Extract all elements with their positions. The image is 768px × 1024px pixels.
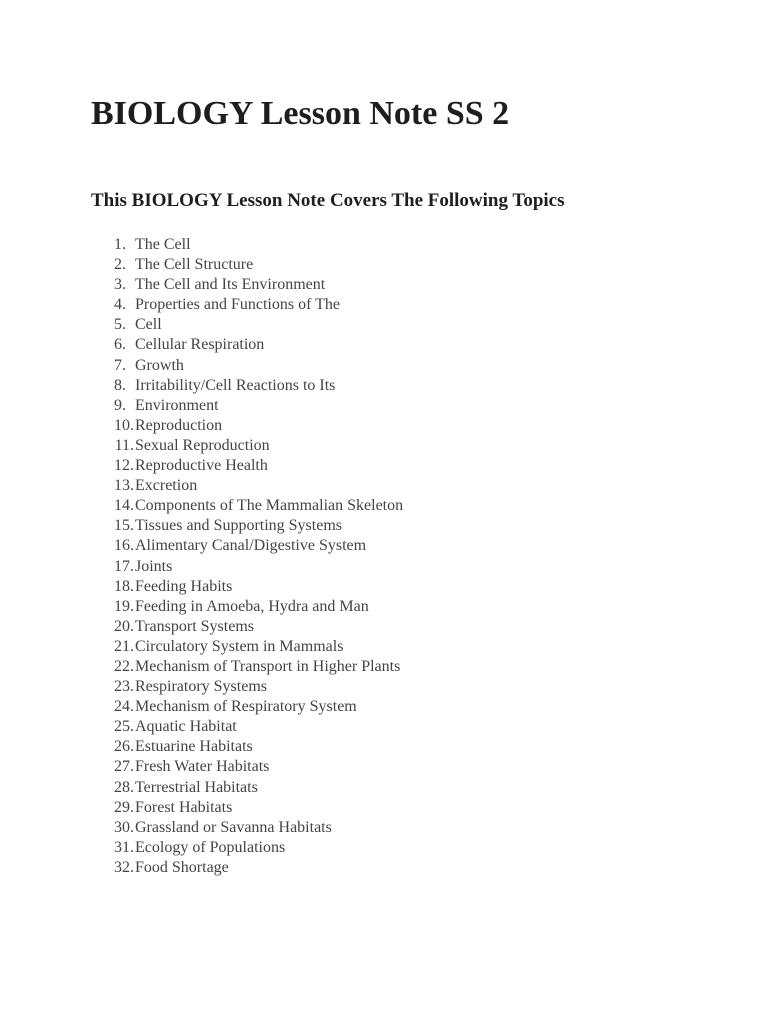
list-item-text: Joints [135, 557, 173, 575]
list-item [91, 617, 403, 637]
list-item-text: The Cell Structure [135, 256, 254, 274]
document-title: BIOLOGY Lesson Note SS 2 [91, 95, 510, 132]
list-item [91, 577, 403, 597]
list-item-text: Food Shortage [135, 858, 229, 876]
list-item-number: 7. [114, 356, 126, 374]
list-item-number: 12. [114, 457, 134, 475]
list-item [91, 235, 403, 255]
list-item-number: 1. [114, 236, 126, 253]
list-item-text: Circulatory System in Mammals [135, 637, 344, 655]
list-item-number: 18. [114, 577, 134, 595]
list-item [91, 416, 403, 436]
list-item-text: Respiratory Systems [135, 678, 267, 696]
list-item-number: 2. [114, 256, 126, 274]
list-item-text: Reproductive Health [135, 457, 268, 475]
list-item-number: 3. [114, 276, 126, 294]
list-item [91, 757, 403, 777]
list-item-text: Environment [135, 396, 219, 414]
list-item [91, 778, 403, 798]
list-item-number: 20. [114, 617, 134, 635]
list-item-number: 4. [114, 296, 126, 314]
list-item-text: Estuarine Habitats [135, 738, 253, 756]
list-item [91, 315, 403, 335]
list-item [91, 376, 403, 396]
list-item-number: 15. [114, 517, 134, 535]
list-item [91, 255, 403, 275]
list-item-text: Irritability/Cell Reactions to Its [135, 376, 336, 394]
list-item-number: 6. [114, 336, 126, 354]
list-item [91, 697, 403, 717]
list-item-number: 21. [114, 637, 134, 655]
list-item-text: Grassland or Savanna Habitats [135, 818, 332, 836]
list-item-text: Excretion [135, 477, 198, 495]
list-item-text: Components of The Mammalian Skeleton [135, 497, 404, 515]
list-item-number: 19. [114, 597, 134, 615]
list-item [91, 557, 403, 577]
list-item-text: Cellular Respiration [135, 336, 265, 354]
list-item [91, 396, 403, 416]
list-item [91, 677, 403, 697]
list-item-text: Feeding Habits [135, 577, 233, 595]
list-item-number: 22. [114, 657, 134, 675]
list-item-text: Mechanism of Respiratory System [135, 698, 357, 716]
list-item [91, 476, 403, 496]
list-item [91, 496, 403, 516]
topic-list [91, 235, 403, 878]
list-item [91, 657, 403, 677]
list-item [91, 516, 403, 536]
list-item-number: 32. [114, 858, 134, 876]
list-item [91, 737, 403, 757]
list-item-text: The Cell [135, 236, 191, 253]
list-item [91, 295, 403, 315]
list-item [91, 356, 403, 376]
list-item [91, 536, 403, 556]
list-item-number: 13. [114, 477, 134, 495]
list-item-number: 14. [114, 497, 134, 515]
list-item-text: Cell [135, 316, 162, 334]
list-item [91, 597, 403, 617]
list-item-text: Ecology of Populations [135, 838, 286, 856]
list-item-number: 9. [114, 396, 126, 414]
list-item-number: 27. [114, 758, 134, 776]
list-item [91, 637, 403, 657]
list-item-text: Mechanism of Transport in Higher Plants [135, 657, 401, 675]
list-item-text: Forest Habitats [135, 798, 233, 816]
list-item-text: The Cell and Its Environment [135, 276, 326, 294]
list-item-number: 29. [114, 798, 134, 816]
list-item-number: 5. [114, 316, 126, 334]
list-item-number: 17. [114, 557, 134, 575]
list-item-text: Terrestrial Habitats [135, 778, 258, 796]
list-item-number: 31. [114, 838, 134, 856]
list-item-number: 11. [114, 436, 134, 454]
list-item-number: 24. [114, 698, 134, 716]
list-item-text: Alimentary Canal/Digestive System [135, 537, 367, 555]
list-item-number: 28. [114, 778, 134, 796]
list-item [91, 456, 403, 476]
list-item-text: Fresh Water Habitats [135, 758, 270, 776]
list-item-text: Properties and Functions of The [135, 296, 341, 314]
list-item [91, 717, 403, 737]
list-item-number: 30. [114, 818, 134, 836]
section-heading: This BIOLOGY Lesson Note Covers The Following Topics [91, 190, 565, 211]
list-item-number: 16. [114, 537, 134, 555]
list-item [91, 275, 403, 295]
list-item [91, 858, 403, 878]
list-item [91, 798, 403, 818]
list-item-number: 10. [114, 416, 134, 434]
list-item-text: Transport Systems [135, 617, 254, 635]
list-item-number: 26. [114, 738, 134, 756]
list-item-text: Feeding in Amoeba, Hydra and Man [135, 597, 369, 615]
list-item-text: Tissues and Supporting Systems [135, 517, 342, 535]
list-item [91, 335, 403, 355]
list-item [91, 436, 403, 456]
list-item-number: 25. [114, 718, 134, 736]
list-item-text: Reproduction [135, 416, 223, 434]
list-item-text: Sexual Reproduction [135, 436, 270, 454]
list-item-number: 8. [114, 376, 126, 394]
list-item [91, 838, 403, 858]
list-item-text: Aquatic Habitat [135, 718, 237, 736]
list-item-text: Growth [135, 356, 184, 374]
list-item [91, 818, 403, 838]
list-item-number: 23. [114, 678, 134, 696]
